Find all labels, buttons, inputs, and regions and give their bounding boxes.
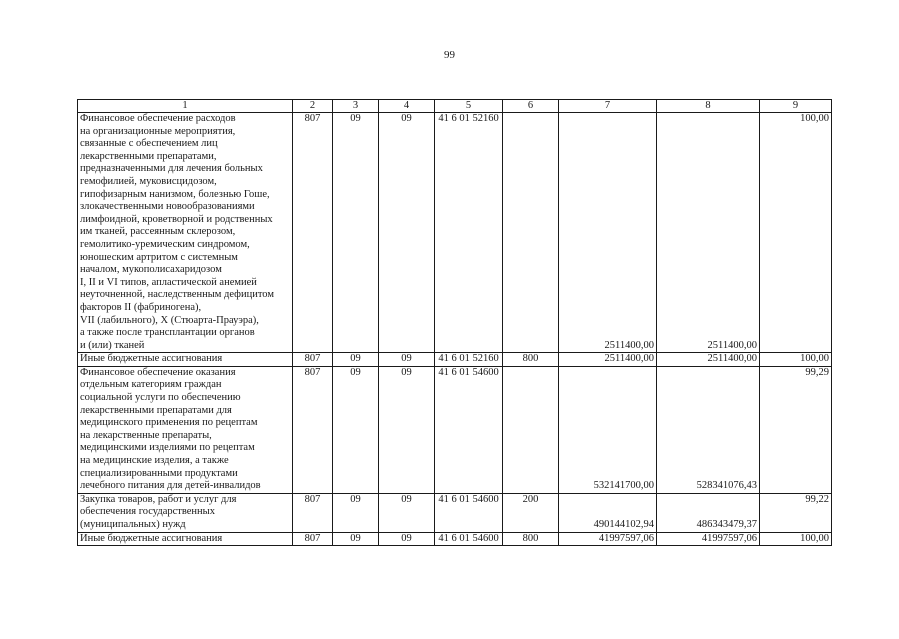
row-name-line: и (или) тканей [80, 339, 145, 351]
row-name-line: социальной услуги по обеспечению [80, 392, 241, 404]
row-name-line: на лекарственные препараты, [80, 429, 212, 441]
planned-amount-cell: 2511400,00 [559, 113, 657, 353]
section-cell: 09 [333, 353, 379, 367]
section-cell: 09 [333, 493, 379, 532]
row-name-line: гемофилией, муковисцидозом, [80, 175, 217, 187]
admin-code-cell: 807 [293, 113, 333, 353]
execution-percent-cell: 100,00 [760, 353, 832, 367]
target-article-cell: 41 6 01 52160 [435, 113, 503, 353]
row-name-line: на медицинские изделия, а также [80, 455, 229, 467]
subsection-cell: 09 [379, 113, 435, 353]
row-name-cell [78, 532, 293, 546]
row-name-cell [78, 366, 293, 493]
column-header: 9 [760, 100, 832, 113]
execution-percent-cell: 99,22 [760, 493, 832, 532]
expense-type-cell: 800 [503, 353, 559, 367]
row-name-cell [78, 353, 293, 367]
target-article-cell: 41 6 01 52160 [435, 353, 503, 367]
row-name-line: им тканей, рассеянным склерозом, [80, 226, 236, 238]
subsection-cell: 09 [379, 353, 435, 367]
row-name-line: лекарственными препаратами, [80, 150, 217, 162]
row-name-line: предназначенными для лечения больных [80, 163, 263, 175]
row-name-line: началом, мукополисахаридозом [80, 264, 222, 276]
subsection-cell: 09 [379, 532, 435, 546]
row-name-line: лимфоидной, кроветворной и родственных [80, 213, 273, 225]
subsection-cell: 09 [379, 493, 435, 532]
expense-type-cell [503, 366, 559, 493]
table-header-row [78, 100, 832, 113]
target-article-cell: 41 6 01 54600 [435, 532, 503, 546]
admin-code-cell: 807 [293, 366, 333, 493]
row-name-line: Закупка товаров, работ и услуг для [80, 493, 237, 505]
row-name-cell [78, 113, 293, 353]
row-name-line: I, II и VI типов, апластической анемией [80, 276, 257, 288]
section-cell: 09 [333, 113, 379, 353]
budget-table [77, 99, 832, 546]
row-name-line: гипофизарным нанизмом, болезнью Гоше, [80, 188, 270, 200]
admin-code-cell: 807 [293, 493, 333, 532]
row-name-line: а также после трансплантации органов [80, 327, 255, 339]
section-cell: 09 [333, 532, 379, 546]
table-row [78, 366, 832, 493]
row-name-cell [78, 493, 293, 532]
column-header: 5 [435, 100, 503, 113]
row-name-line: обеспечения государственных [80, 506, 215, 518]
table-row [78, 493, 832, 532]
planned-amount-cell: 2511400,00 [559, 353, 657, 367]
expense-type-cell: 200 [503, 493, 559, 532]
row-name-line: специализированными продуктами [80, 467, 238, 479]
row-name-line: медицинскими изделиями по рецептам [80, 442, 255, 454]
subsection-cell: 09 [379, 366, 435, 493]
row-name-line: Финансовое обеспечение оказания [80, 366, 236, 378]
admin-code-cell: 807 [293, 532, 333, 546]
execution-percent-cell: 100,00 [760, 532, 832, 546]
planned-amount-cell: 490144102,94 [559, 493, 657, 532]
row-name-line: неуточненной, наследственным дефицитом [80, 289, 274, 301]
table-row [78, 353, 832, 367]
target-article-cell: 41 6 01 54600 [435, 493, 503, 532]
column-header: 3 [333, 100, 379, 113]
row-name-line: лечебного питания для детей-инвалидов [80, 480, 261, 492]
row-name-line: связанные с обеспечением лиц [80, 138, 218, 150]
planned-amount-cell: 532141700,00 [559, 366, 657, 493]
row-name-line: VII (лабильного), X (Стюарта-Прауэра), [80, 314, 259, 326]
column-header: 4 [379, 100, 435, 113]
row-name-line: отдельным категориям граждан [80, 379, 222, 391]
row-name-line: (муниципальных) нужд [80, 519, 186, 530]
target-article-cell: 41 6 01 54600 [435, 366, 503, 493]
row-name-line: злокачественными новообразованиями [80, 201, 255, 213]
column-header: 1 [78, 100, 293, 113]
column-header: 7 [559, 100, 657, 113]
executed-amount-cell: 2511400,00 [657, 113, 760, 353]
table-row [78, 113, 832, 353]
row-name-line: на организационные мероприятия, [80, 125, 236, 137]
expense-type-cell [503, 113, 559, 353]
column-header: 8 [657, 100, 760, 113]
table-row [78, 532, 832, 546]
executed-amount-cell: 2511400,00 [657, 353, 760, 367]
page-number: 99 [444, 49, 455, 61]
row-name-line: Иные бюджетные ассигнования [80, 532, 223, 544]
executed-amount-cell: 486343479,37 [657, 493, 760, 532]
section-cell: 09 [333, 366, 379, 493]
planned-amount-cell: 41997597,06 [559, 532, 657, 546]
row-name-line: медицинского применения по рецептам [80, 417, 258, 429]
expense-type-cell: 800 [503, 532, 559, 546]
row-name-line: Финансовое обеспечение расходов [80, 113, 236, 124]
execution-percent-cell: 99,29 [760, 366, 832, 493]
executed-amount-cell: 41997597,06 [657, 532, 760, 546]
row-name-line: лекарственными препаратами для [80, 404, 232, 416]
row-name-line: Иные бюджетные ассигнования [80, 353, 223, 365]
execution-percent-cell: 100,00 [760, 113, 832, 353]
row-name-line: юношеским артритом с системным [80, 251, 238, 263]
executed-amount-cell: 528341076,43 [657, 366, 760, 493]
admin-code-cell: 807 [293, 353, 333, 367]
row-name-line: факторов II (фабриногена), [80, 301, 202, 313]
column-header: 2 [293, 100, 333, 113]
column-header: 6 [503, 100, 559, 113]
row-name-line: гемолитико-уремическим синдромом, [80, 238, 250, 250]
